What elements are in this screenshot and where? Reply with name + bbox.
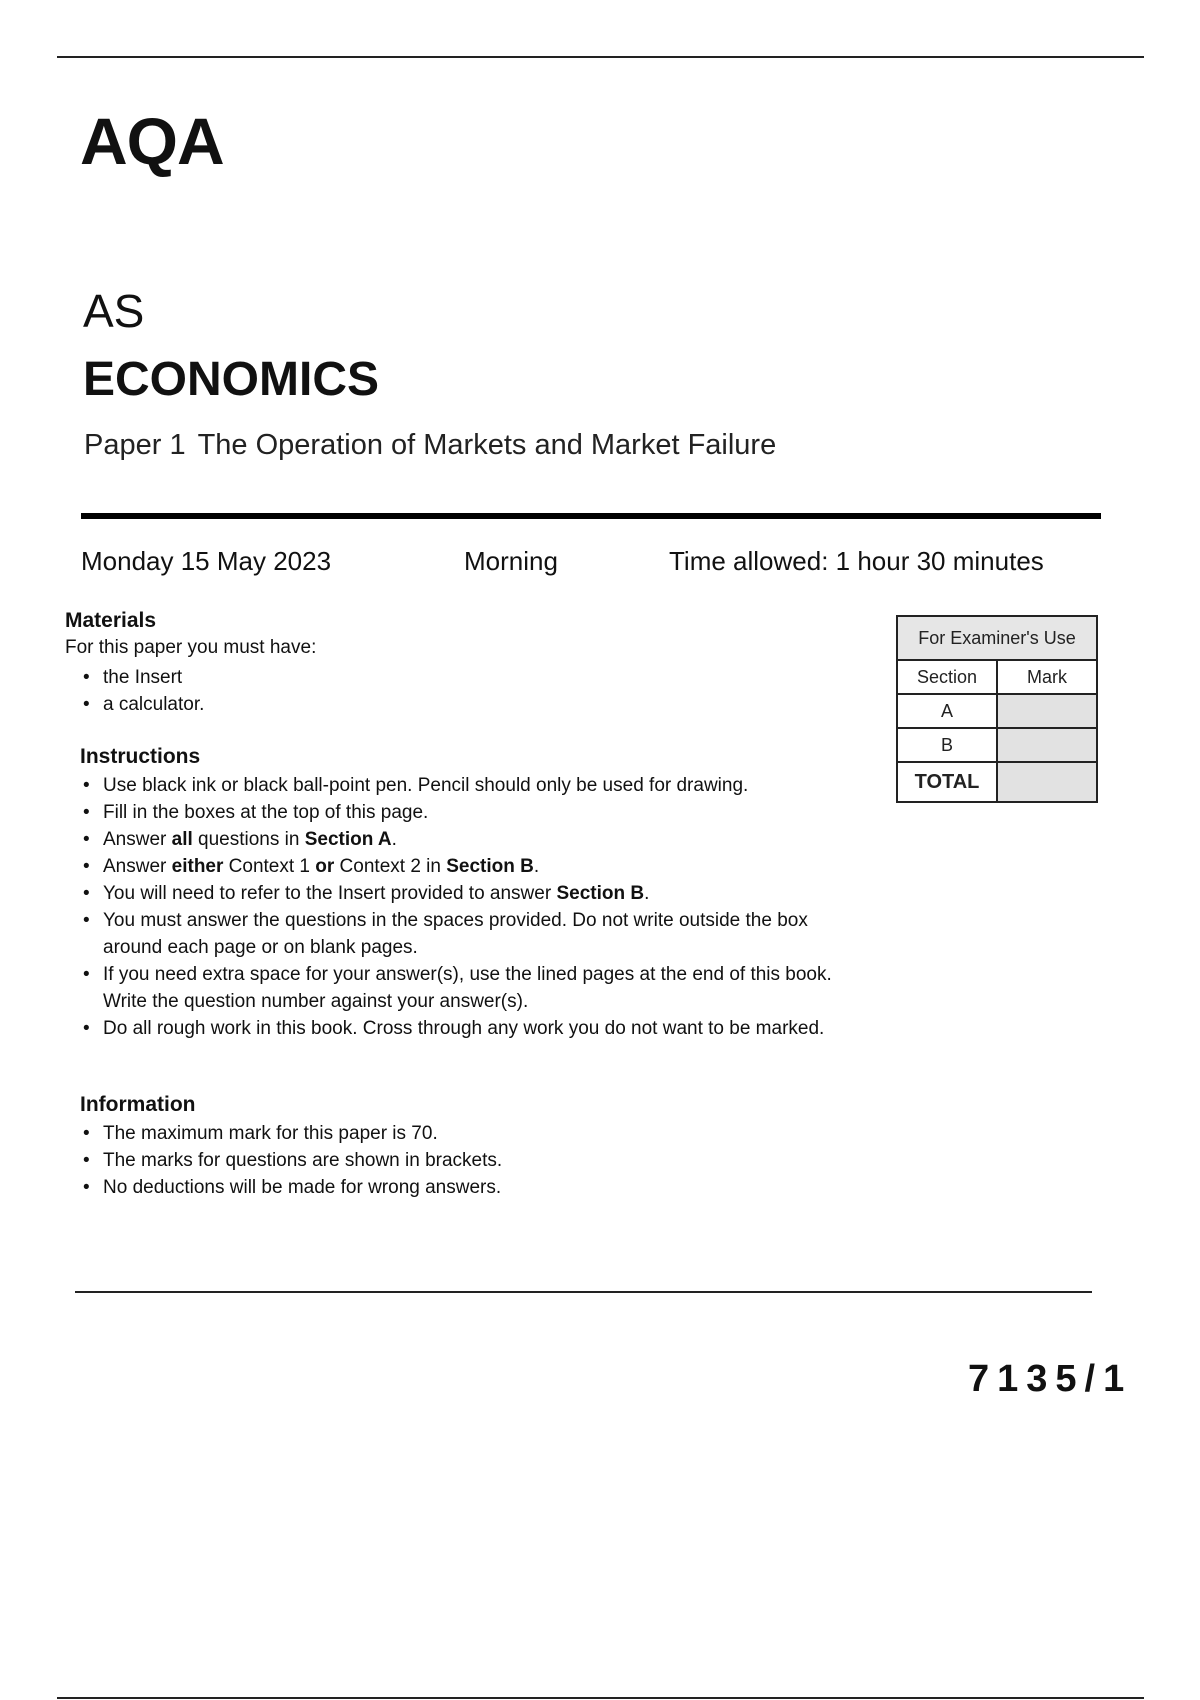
footer-rule bbox=[75, 1291, 1092, 1293]
text-run: Section B bbox=[556, 883, 645, 904]
list-item: • No deductions will be made for wrong answers. bbox=[81, 1174, 841, 1201]
materials-intro: For this paper you must have: bbox=[65, 637, 317, 658]
list-item: • the Insert bbox=[81, 664, 781, 691]
list-item: • You must answer the questions in the spaces provided. Do not write outside the box around each page or on blank pages. bbox=[81, 907, 841, 961]
text-run: . bbox=[533, 856, 540, 877]
text-run: . bbox=[644, 883, 650, 904]
total-label: TOTAL bbox=[897, 762, 997, 802]
total-mark-box[interactable] bbox=[997, 762, 1097, 802]
subject-title: ECONOMICS bbox=[83, 353, 380, 406]
text-run: Context 2 in bbox=[334, 856, 447, 877]
list-item: • If you need extra space for your answer(s), use the lined pages at the end of this book. Write the question number against your answer(s). bbox=[81, 961, 841, 1015]
exam-date: Monday 15 May 2023 bbox=[81, 546, 332, 576]
aqa-logo: AQA bbox=[80, 104, 224, 178]
list-item: • The marks for questions are shown in brackets. bbox=[81, 1147, 841, 1174]
list-item bbox=[81, 826, 841, 853]
section-a-label: A bbox=[897, 694, 997, 728]
exam-session: Morning bbox=[464, 546, 558, 576]
text-run: Answer bbox=[103, 829, 172, 850]
list-item: • Use black ink or black ball-point pen. Pencil should only be used for drawing. bbox=[81, 772, 841, 799]
list-item: • Fill in the boxes at the top of this page. bbox=[81, 799, 841, 826]
text-run: either bbox=[171, 856, 224, 877]
text-run: or bbox=[315, 856, 335, 877]
list-item: • The maximum mark for this paper is 70. bbox=[81, 1120, 841, 1147]
materials-list bbox=[81, 664, 781, 718]
instructions-list bbox=[81, 772, 841, 1042]
qualification-level: AS bbox=[83, 285, 145, 337]
column-header-section: Section bbox=[897, 660, 997, 694]
section-a-mark-box[interactable] bbox=[997, 694, 1097, 728]
thick-rule bbox=[81, 513, 1101, 519]
instructions-heading: Instructions bbox=[80, 745, 201, 768]
bottom-rule bbox=[57, 1697, 1144, 1699]
paper-number: Paper 1 bbox=[84, 429, 186, 461]
list-item: • Do all rough work in this book. Cross through any work you do not want to be marked. bbox=[81, 1015, 841, 1042]
examiner-use-table bbox=[896, 615, 1098, 803]
text-run: Section A bbox=[304, 829, 392, 850]
text-run: Answer bbox=[103, 856, 172, 877]
information-heading: Information bbox=[80, 1093, 196, 1116]
time-allowed: Time allowed: 1 hour 30 minutes bbox=[669, 546, 1044, 576]
text-run: You will need to refer to the Insert provided to answer bbox=[103, 883, 557, 904]
top-rule bbox=[57, 56, 1144, 58]
text-run: all bbox=[171, 829, 193, 850]
text-run: Context 1 bbox=[223, 856, 316, 877]
column-header-mark: Mark bbox=[997, 660, 1097, 694]
text-run: . bbox=[391, 829, 397, 850]
list-item bbox=[81, 853, 841, 880]
information-list bbox=[81, 1120, 841, 1201]
section-b-mark-box[interactable] bbox=[997, 728, 1097, 762]
paper-name: The Operation of Markets and Market Failure bbox=[197, 429, 777, 461]
section-b-label: B bbox=[897, 728, 997, 762]
paper-code: 7135/1 bbox=[968, 1358, 1133, 1400]
list-item bbox=[81, 880, 841, 907]
list-item: • a calculator. bbox=[81, 691, 781, 718]
examiner-table-title: For Examiner's Use bbox=[897, 616, 1097, 660]
text-run: Section B bbox=[446, 856, 534, 877]
paper-title bbox=[84, 431, 776, 460]
text-run: questions in bbox=[192, 829, 305, 850]
materials-heading: Materials bbox=[65, 609, 157, 632]
